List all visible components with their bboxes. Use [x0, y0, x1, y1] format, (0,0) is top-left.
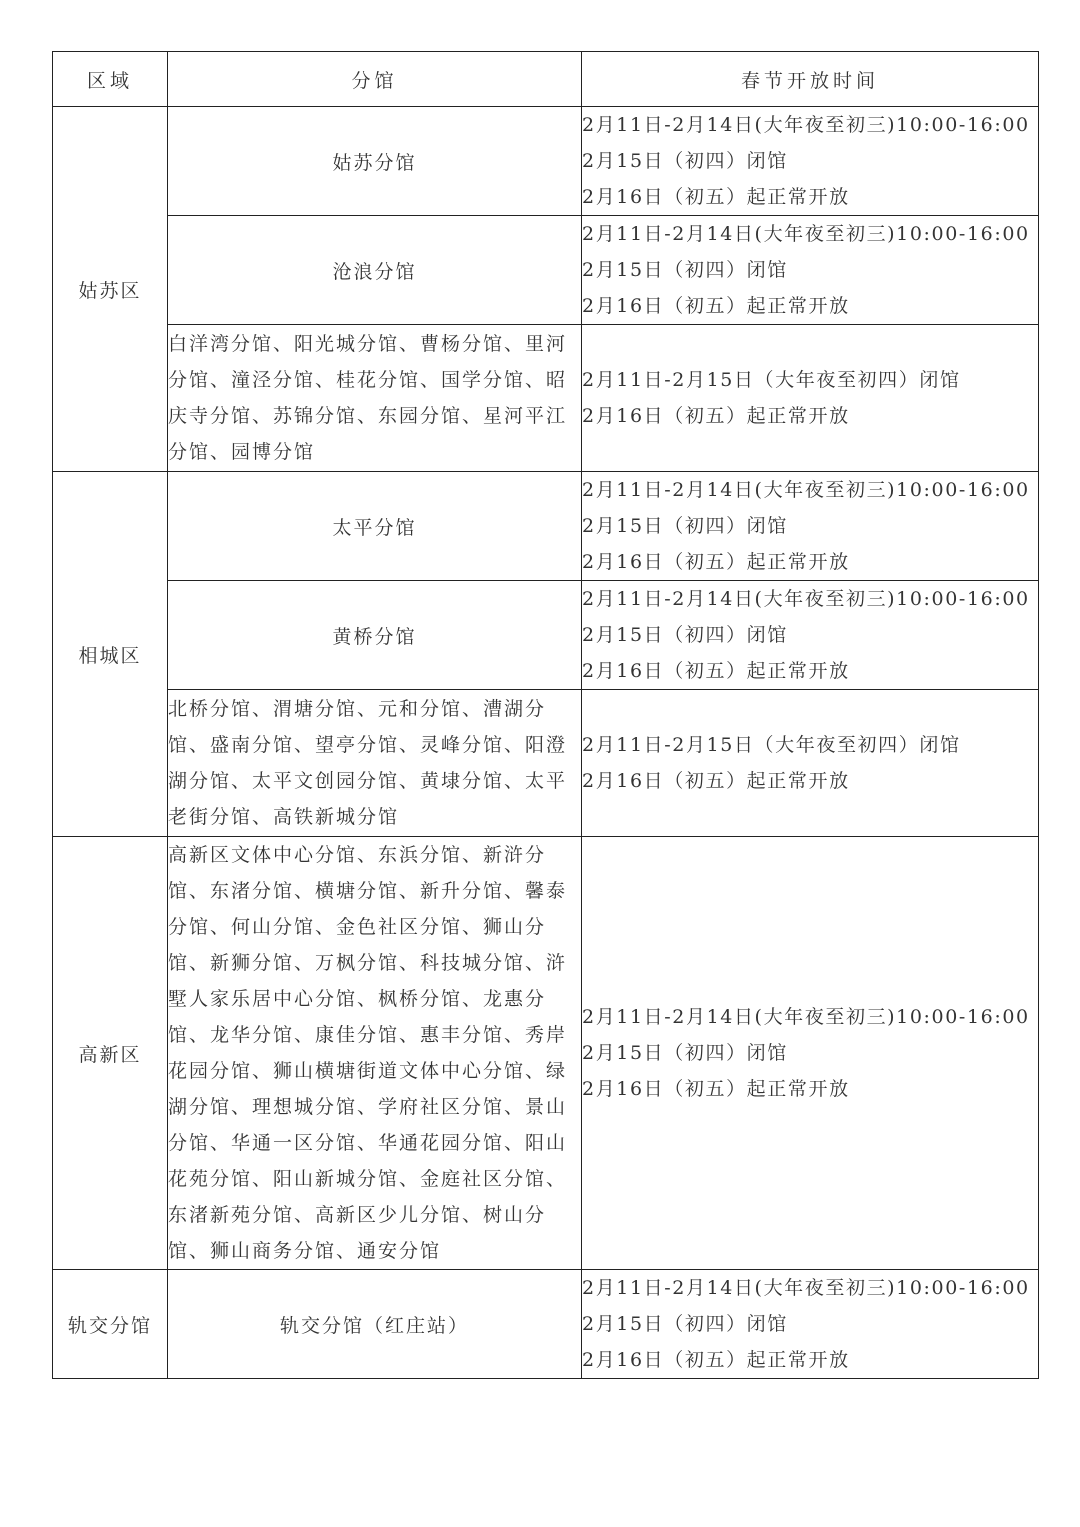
hours-line: 2月15日（初四）闭馆	[582, 515, 788, 537]
branch-list: 高新区文体中心分馆、东浜分馆、新浒分馆、东渚分馆、横塘分馆、新升分馆、馨泰分馆、何山分馆、金色社区分馆、狮山分馆、新狮分馆、万枫分馆、科技城分馆、浒墅人家乐居中心分馆、枫桥分馆、龙惠分馆、龙华分馆、康佳分馆、惠丰分馆、秀岸花园分馆、狮山横塘街道文体中心分馆、绿湖分馆、理想城分馆、学府社区分馆、景山分馆、华通一区分馆、华通花园分馆、阳山花苑分馆、阳山新城分馆、金庭社区分馆、东渚新苑分馆、高新区少儿分馆、树山分馆、狮山商务分馆、通安分馆	[168, 837, 582, 1270]
hours-cell	[582, 837, 1039, 1270]
hours-line: 2月15日（初四）闭馆	[582, 259, 788, 281]
region-metro: 轨交分馆	[53, 1270, 168, 1379]
branch-name: 姑苏分馆	[168, 107, 582, 216]
hours-line: 2月11日-2月14日(大年夜至初三)10:00-16:00	[582, 1277, 1030, 1299]
header-hours: 春节开放时间	[582, 52, 1039, 107]
branch-list: 白洋湾分馆、阳光城分馆、曹杨分馆、里河分馆、潼泾分馆、桂花分馆、国学分馆、昭庆寺分馆、苏锦分馆、东园分馆、星河平江分馆、园博分馆	[168, 325, 582, 472]
branch-name: 轨交分馆（红庄站）	[168, 1270, 582, 1379]
region-gaoxin: 高新区	[53, 837, 168, 1270]
branch-name: 沧浪分馆	[168, 216, 582, 325]
hours-line: 2月16日（初五）起正常开放	[582, 405, 850, 427]
hours-line: 2月16日（初五）起正常开放	[582, 551, 850, 573]
table-row	[53, 837, 1039, 1270]
hours-line: 2月16日（初五）起正常开放	[582, 295, 850, 317]
table-row	[53, 1270, 1039, 1379]
hours-cell	[582, 1270, 1039, 1379]
hours-line: 2月15日（初四）闭馆	[582, 1042, 788, 1064]
branch-name: 太平分馆	[168, 472, 582, 581]
hours-line: 2月11日-2月14日(大年夜至初三)10:00-16:00	[582, 114, 1030, 136]
table-row	[53, 690, 1039, 837]
hours-line: 2月16日（初五）起正常开放	[582, 186, 850, 208]
branch-list: 北桥分馆、渭塘分馆、元和分馆、漕湖分馆、盛南分馆、望亭分馆、灵峰分馆、阳澄湖分馆、太平文创园分馆、黄埭分馆、太平老街分馆、高铁新城分馆	[168, 690, 582, 837]
table-row	[53, 216, 1039, 325]
hours-cell	[582, 216, 1039, 325]
hours-line: 2月16日（初五）起正常开放	[582, 1078, 850, 1100]
hours-line: 2月11日-2月14日(大年夜至初三)10:00-16:00	[582, 223, 1030, 245]
table-row	[53, 472, 1039, 581]
schedule-table	[52, 51, 1039, 1379]
hours-line: 2月15日（初四）闭馆	[582, 1313, 788, 1335]
hours-line: 2月11日-2月15日（大年夜至初四）闭馆	[582, 369, 961, 391]
table-row	[53, 325, 1039, 472]
hours-line: 2月16日（初五）起正常开放	[582, 660, 850, 682]
hours-line: 2月11日-2月14日(大年夜至初三)10:00-16:00	[582, 588, 1030, 610]
hours-line: 2月11日-2月14日(大年夜至初三)10:00-16:00	[582, 479, 1030, 501]
hours-line: 2月15日（初四）闭馆	[582, 150, 788, 172]
table-row	[53, 581, 1039, 690]
branch-name: 黄桥分馆	[168, 581, 582, 690]
region-gusu: 姑苏区	[53, 107, 168, 472]
header-branch: 分馆	[168, 52, 582, 107]
hours-cell	[582, 690, 1039, 837]
hours-line: 2月11日-2月14日(大年夜至初三)10:00-16:00	[582, 1006, 1030, 1028]
region-xiangcheng: 相城区	[53, 472, 168, 837]
hours-line: 2月15日（初四）闭馆	[582, 624, 788, 646]
hours-line: 2月11日-2月15日（大年夜至初四）闭馆	[582, 734, 961, 756]
hours-line: 2月16日（初五）起正常开放	[582, 1349, 850, 1371]
hours-cell	[582, 325, 1039, 472]
hours-cell	[582, 107, 1039, 216]
hours-cell	[582, 472, 1039, 581]
header-region: 区域	[53, 52, 168, 107]
hours-cell	[582, 581, 1039, 690]
table-row	[53, 107, 1039, 216]
hours-line: 2月16日（初五）起正常开放	[582, 770, 850, 792]
table-header-row	[53, 52, 1039, 107]
